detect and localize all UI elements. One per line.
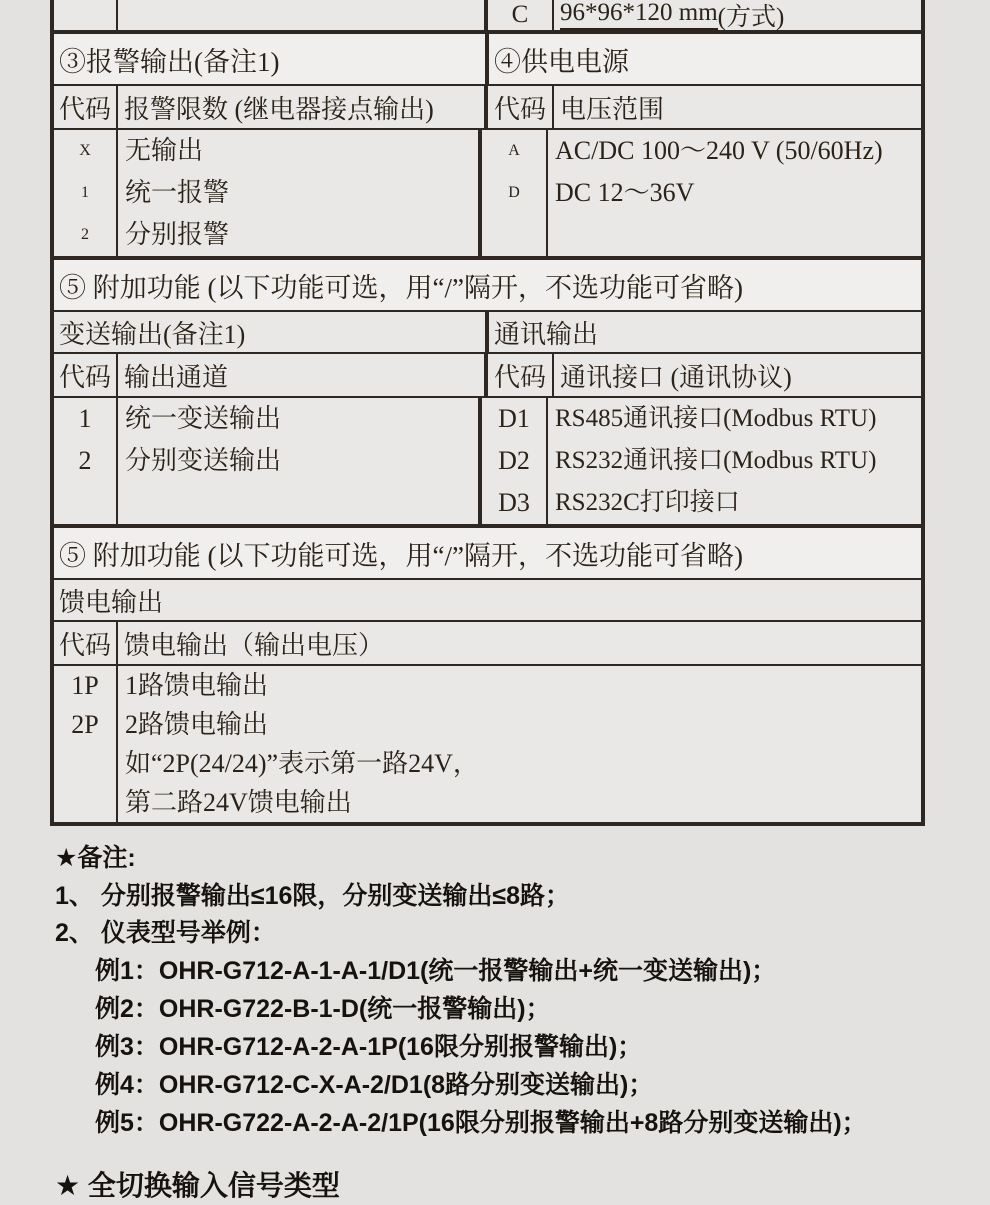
- feed-option: 1路馈电输出: [125, 671, 269, 700]
- section-additional-functions-b: [54, 524, 921, 822]
- subheader-row: [54, 580, 921, 622]
- code-2p: 2P: [71, 710, 99, 739]
- feed-note-line: 如“2P(24/24)”表示第一路24V，: [125, 749, 479, 778]
- model-example: 例4：OHR-G712-C-X-A-2/D1(8路分别变送输出)；: [95, 1071, 654, 1099]
- dimension-value: 96*96*120 mm: [560, 0, 718, 29]
- code-1: 1: [78, 404, 92, 433]
- alarm-option: 无输出: [125, 136, 204, 165]
- code-x: X: [79, 142, 91, 159]
- section-additional-functions-a: [54, 256, 921, 524]
- code-d: D: [508, 184, 520, 201]
- section-alarm-and-power: [54, 34, 921, 256]
- header-additional-functions: ⑤ 附加功能 (以下功能可选，用“/”隔开，不选功能可省略): [59, 272, 743, 303]
- alarm-code-column: [54, 130, 118, 256]
- header-additional-functions: ⑤ 附加功能 (以下功能可选，用“/”隔开，不选功能可省略): [59, 540, 743, 571]
- col-comm-interface-label: 通讯接口 (通讯协议): [560, 362, 792, 392]
- section-body: [54, 666, 921, 822]
- col-feed-output-label: 馈电输出（输出电压）: [124, 630, 385, 660]
- empty-code-cell: [54, 0, 118, 30]
- subheader-transmit-output: 变送输出(备注1): [54, 312, 489, 352]
- feed-option: 2路馈电输出: [125, 710, 269, 739]
- comm-desc-column: [548, 398, 921, 524]
- header-alarm-output: ③报警输出(备注1): [54, 34, 489, 84]
- code-d2: D2: [498, 446, 530, 475]
- code-2: 2: [81, 226, 89, 243]
- model-example: 例3：OHR-G712-A-2-A-1P(16限分别报警输出)；: [95, 1033, 643, 1061]
- dimension-desc: [554, 0, 921, 30]
- feed-desc-column: [118, 666, 921, 822]
- model-example: 例1：OHR-G712-A-1-A-1/D1(统一报警输出+统一变送输出)；: [95, 957, 777, 985]
- col-alarm-limits-label: 报警限数 (继电器接点输出): [118, 86, 488, 128]
- col-code-label: 代码: [54, 86, 118, 128]
- transmit-option: 统一变送输出: [125, 404, 282, 433]
- signal-type-heading: ★ 全切换输入信号类型: [55, 1170, 340, 1201]
- feed-note-line: 第二路24V馈电输出: [125, 788, 352, 817]
- header-power-supply: ④供电电源: [494, 46, 629, 77]
- remark-item: 1、 分别报警输出≤16限，分别变送输出≤8路；: [55, 882, 571, 910]
- remarks-title: ★备注:: [55, 844, 136, 872]
- table-row-dimension-c: [54, 0, 921, 34]
- alarm-desc-column: [118, 130, 482, 256]
- transmit-desc-column: [118, 398, 482, 524]
- comm-code-column: [482, 398, 548, 524]
- section-header-row: [54, 528, 921, 580]
- power-option: AC/DC 100～240 V (50/60Hz): [555, 136, 883, 165]
- power-option: DC 12～36V: [555, 178, 695, 207]
- col-code-label: 代码: [488, 354, 554, 396]
- alarm-option: 分别报警: [125, 220, 230, 249]
- ordering-code-table: [50, 0, 925, 826]
- transmit-code-column: [54, 398, 118, 524]
- feed-code-column: [54, 666, 118, 822]
- section-header-row: [54, 260, 921, 312]
- section-body: [54, 398, 921, 524]
- remark-item: 2、 仪表型号举例：: [55, 919, 276, 947]
- alarm-option: 统一报警: [125, 178, 230, 207]
- comm-option: RS232C打印接口: [555, 489, 740, 516]
- transmit-option: 分别变送输出: [125, 446, 282, 475]
- remarks-block: [55, 838, 990, 1142]
- code-empty: [54, 783, 116, 822]
- code-d3: D3: [498, 488, 530, 517]
- comm-option: RS485通讯接口(Modbus RTU): [555, 405, 877, 432]
- model-example: 例2：OHR-G722-B-1-D(统一报警输出)；: [95, 995, 551, 1023]
- column-header-row: [54, 622, 921, 666]
- column-header-row: [54, 86, 921, 130]
- code-d1: D1: [498, 404, 530, 433]
- code-1p: 1P: [71, 671, 99, 700]
- empty-desc-cell: [118, 0, 488, 30]
- dimension-code: C: [488, 0, 554, 30]
- subheader-feed-output: 馈电输出: [59, 587, 164, 617]
- col-code-label: 代码: [54, 354, 118, 396]
- power-code-column: [482, 130, 548, 256]
- col-voltage-range-label: 电压范围: [560, 94, 665, 124]
- col-code-label: 代码: [54, 622, 118, 664]
- code-1: 1: [81, 184, 89, 201]
- column-header-row: [54, 354, 921, 398]
- code-a: A: [508, 142, 520, 159]
- col-code-label: 代码: [488, 86, 554, 128]
- subheader-row: [54, 312, 921, 354]
- subheader-comm-output: 通讯输出: [494, 319, 599, 349]
- section-body: [54, 130, 921, 256]
- comm-option: RS232通讯接口(Modbus RTU): [555, 447, 877, 474]
- section-header-row: [54, 34, 921, 86]
- dimension-style: (方式): [717, 4, 785, 30]
- model-example: 例5：OHR-G722-A-2-A-2/1P(16限分别报警输出+8路分别变送输出)；: [95, 1109, 867, 1137]
- code-2: 2: [78, 446, 92, 475]
- code-empty: [54, 744, 116, 783]
- power-desc-column: [548, 130, 921, 256]
- col-output-channel-label: 输出通道: [118, 354, 488, 396]
